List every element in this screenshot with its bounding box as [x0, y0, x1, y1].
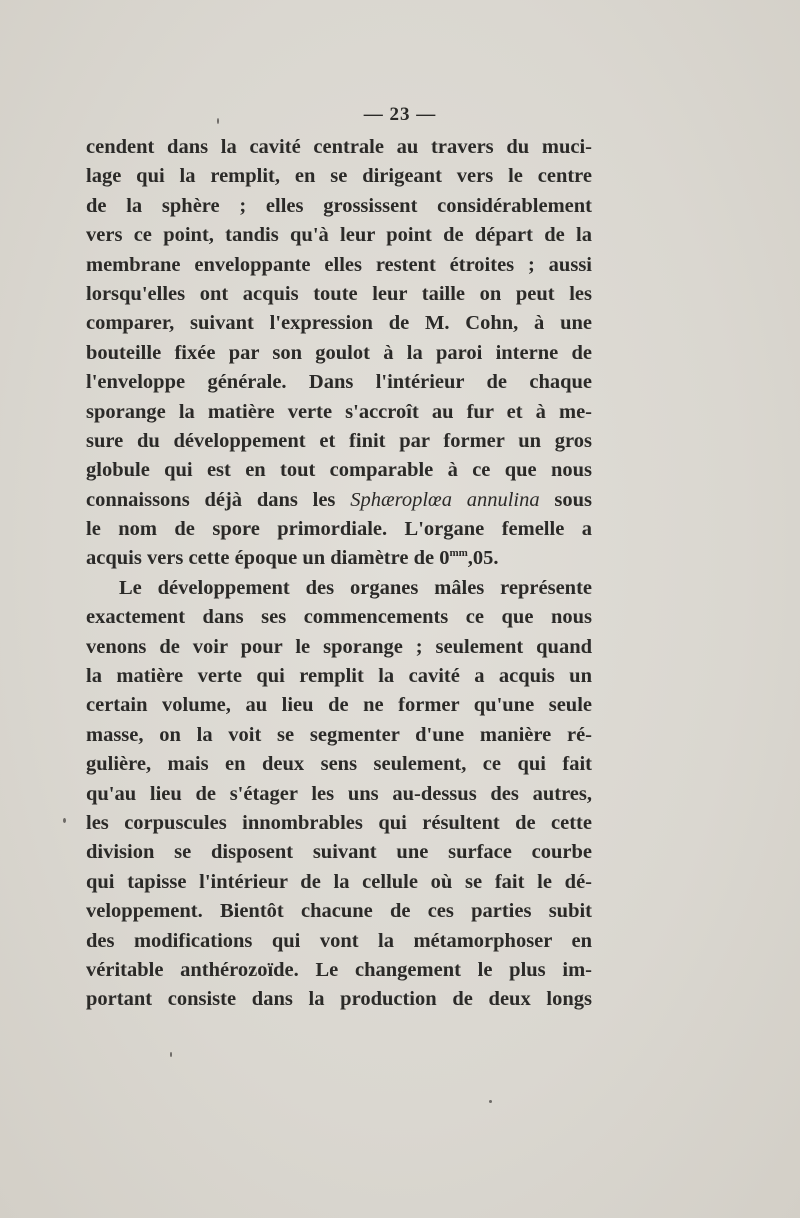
text-line: [86, 809, 592, 838]
text-line: [86, 162, 592, 191]
text-line: [86, 221, 592, 250]
text-run: comparer, suivant l'expression de M. Cohn, à une: [86, 312, 592, 335]
text-line: [86, 868, 592, 897]
text-line: [86, 956, 592, 985]
unit-superscript: mm: [449, 547, 468, 560]
text-run: membrane enveloppante elles restent étroites ; aussi: [86, 253, 592, 276]
text-run: globule qui est en tout comparable à ce que nous: [86, 459, 592, 482]
text-line: [86, 486, 592, 515]
text-line: [86, 780, 592, 809]
paper-speck: [489, 1100, 492, 1103]
text-run: gulière, mais en deux sens seulement, ce qui fait: [86, 753, 592, 776]
text-run: connaissons déjà dans les: [86, 488, 351, 511]
text-line: [86, 368, 592, 397]
text-line: [86, 838, 592, 867]
text-run: le nom de spore primordiale. L'organe femelle a: [86, 518, 592, 541]
italic-species-name: Sphæroplœa annulina: [350, 488, 540, 511]
text-run: qu'au lieu de s'étager les uns au-dessus des autres,: [86, 782, 592, 805]
text-line: [86, 339, 592, 368]
paper-speck: [217, 118, 219, 124]
text-run: véritable anthérozoïde. Le changement le plus im-: [86, 958, 592, 981]
text-run: les corpuscules innombrables qui résultent de cette: [86, 811, 592, 834]
text-line: [86, 897, 592, 926]
text-line: [86, 633, 592, 662]
text-run: sporange la matière verte s'accroît au fur et à me-: [86, 400, 592, 423]
text-run: sous: [539, 488, 593, 511]
text-run: cendent dans la cavité centrale au travers du muci-: [86, 136, 592, 158]
text-line: [86, 192, 592, 221]
text-run: certain volume, au lieu de ne former qu'une seule: [86, 694, 592, 717]
text-line: [86, 280, 592, 309]
text-run: veloppement. Bientôt chacune de ces parties subit: [86, 900, 592, 923]
text-line: [86, 691, 592, 720]
text-run: l'enveloppe générale. Dans l'intérieur de chaque: [86, 371, 592, 394]
text-run: lage qui la remplit, en se dirigeant vers le centre: [86, 165, 592, 188]
text-run: qui tapisse l'intérieur de la cellule où se fait le dé-: [86, 870, 592, 893]
text-line: [86, 574, 592, 603]
text-run: division se disposent suivant une surface courbe: [86, 841, 592, 864]
text-line: [86, 309, 592, 338]
body-text: [86, 133, 592, 1015]
text-line: [86, 544, 592, 573]
text-line: [86, 603, 592, 632]
text-line: [86, 750, 592, 779]
text-run: portant consiste dans la production de deux longs: [86, 988, 592, 1011]
paper-speck: [170, 1052, 172, 1057]
text-line: [86, 927, 592, 956]
text-run: de la sphère ; elles grossissent considérablement: [86, 194, 592, 217]
text-line: [86, 398, 592, 427]
text-run: acquis vers cette époque un diamètre de 0: [86, 547, 450, 570]
text-line: [86, 133, 592, 162]
text-run: lorsqu'elles ont acquis toute leur taille on peut les: [86, 282, 592, 305]
text-run: des modifications qui vont la métamorphoser en: [86, 929, 592, 952]
text-run: Le développement des organes mâles représente: [119, 576, 592, 599]
text-run: sure du développement et finit par former un gros: [86, 429, 592, 452]
text-run: bouteille fixée par son goulot à la paroi interne de: [86, 341, 592, 364]
page-number: — 23 —: [363, 104, 437, 125]
text-line: [86, 427, 592, 456]
text-line: [86, 251, 592, 280]
text-line: [86, 985, 592, 1014]
paper-speck: [63, 818, 66, 823]
text-line: [86, 456, 592, 485]
text-run: la matière verte qui remplit la cavité a acquis un: [86, 665, 592, 688]
text-line: [86, 662, 592, 691]
text-run: vers ce point, tandis qu'à leur point de départ de la: [86, 224, 592, 247]
text-run: venons de voir pour le sporange ; seulement quand: [86, 635, 592, 658]
text-run: masse, on la voit se segmenter d'une manière ré-: [86, 723, 592, 746]
text-run: exactement dans ses commencements ce que nous: [86, 606, 592, 629]
text-line: [86, 515, 592, 544]
text-line: [86, 721, 592, 750]
text-run: ,05.: [467, 547, 499, 570]
